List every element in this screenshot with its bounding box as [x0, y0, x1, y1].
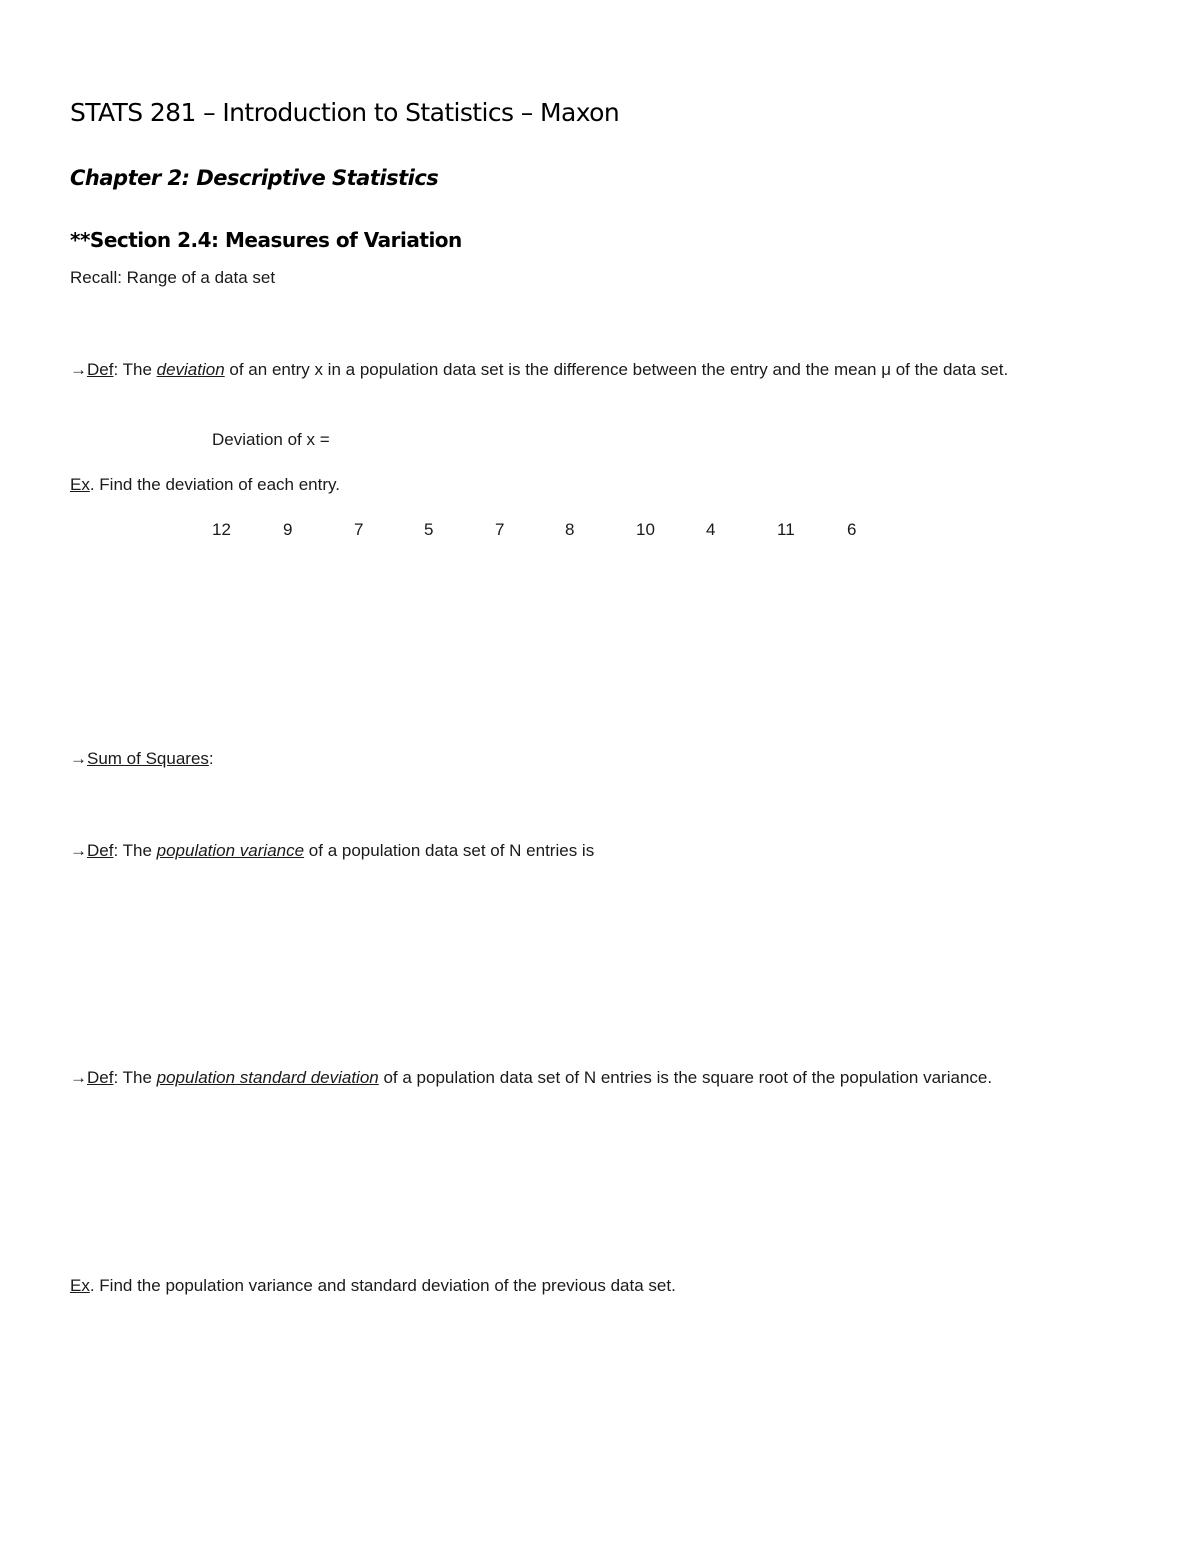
- term-deviation: deviation: [156, 360, 225, 379]
- arrow-icon: →: [70, 1068, 87, 1087]
- arrow-icon: →: [70, 360, 87, 379]
- chapter-heading: Chapter 2: Descriptive Statistics: [70, 166, 439, 190]
- def-label: Def: [87, 841, 114, 860]
- definition-variance: [70, 838, 594, 864]
- example-variance: [70, 1273, 676, 1299]
- definition-text: : The: [113, 360, 157, 379]
- definition-standard-deviation: [70, 1065, 1070, 1091]
- data-value: 6: [847, 520, 857, 539]
- page-title: STATS 281 – Introduction to Statistics – Maxon: [70, 98, 620, 127]
- example-label: Ex: [70, 475, 90, 494]
- definition-text: of a population data set of N entries is the square root of the population variance.: [378, 1068, 993, 1087]
- def-label: Def: [87, 360, 114, 379]
- def-label: Def: [87, 1068, 114, 1087]
- example-label: Ex: [70, 1276, 90, 1295]
- data-value: 5: [424, 520, 434, 539]
- arrow-icon: →: [70, 749, 87, 768]
- data-value: 7: [354, 520, 364, 539]
- example-text: . Find the deviation of each entry.: [89, 475, 340, 494]
- definition-text: of an entry x in a population data set is the difference between the entry and the mean μ of the data set.: [224, 360, 1009, 379]
- section-heading: **Section 2.4: Measures of Variation: [70, 228, 462, 252]
- data-value: 8: [565, 520, 575, 539]
- definition-deviation: [70, 357, 1130, 383]
- sum-of-squares-label: Sum of Squares: [87, 749, 209, 768]
- data-value: 9: [283, 520, 293, 539]
- data-value: 12: [212, 520, 231, 539]
- arrow-icon: →: [70, 841, 87, 860]
- definition-text: : The: [113, 841, 157, 860]
- data-value: 11: [777, 520, 795, 539]
- data-value: 4: [706, 520, 716, 539]
- definition-text: of a population data set of N entries is: [304, 841, 595, 860]
- recall-text: Recall: Range of a data set: [70, 268, 276, 287]
- deviation-formula: Deviation of x =: [212, 430, 330, 449]
- data-value: 7: [495, 520, 505, 539]
- data-value: 10: [636, 520, 655, 539]
- definition-text: : The: [113, 1068, 157, 1087]
- example-text: . Find the population variance and standard deviation of the previous data set.: [89, 1276, 676, 1295]
- sum-of-squares: [70, 746, 214, 772]
- colon: :: [208, 749, 214, 768]
- term-population-variance: population variance: [156, 841, 305, 860]
- term-population-standard-deviation: population standard deviation: [156, 1068, 379, 1087]
- example-deviation: [70, 472, 340, 498]
